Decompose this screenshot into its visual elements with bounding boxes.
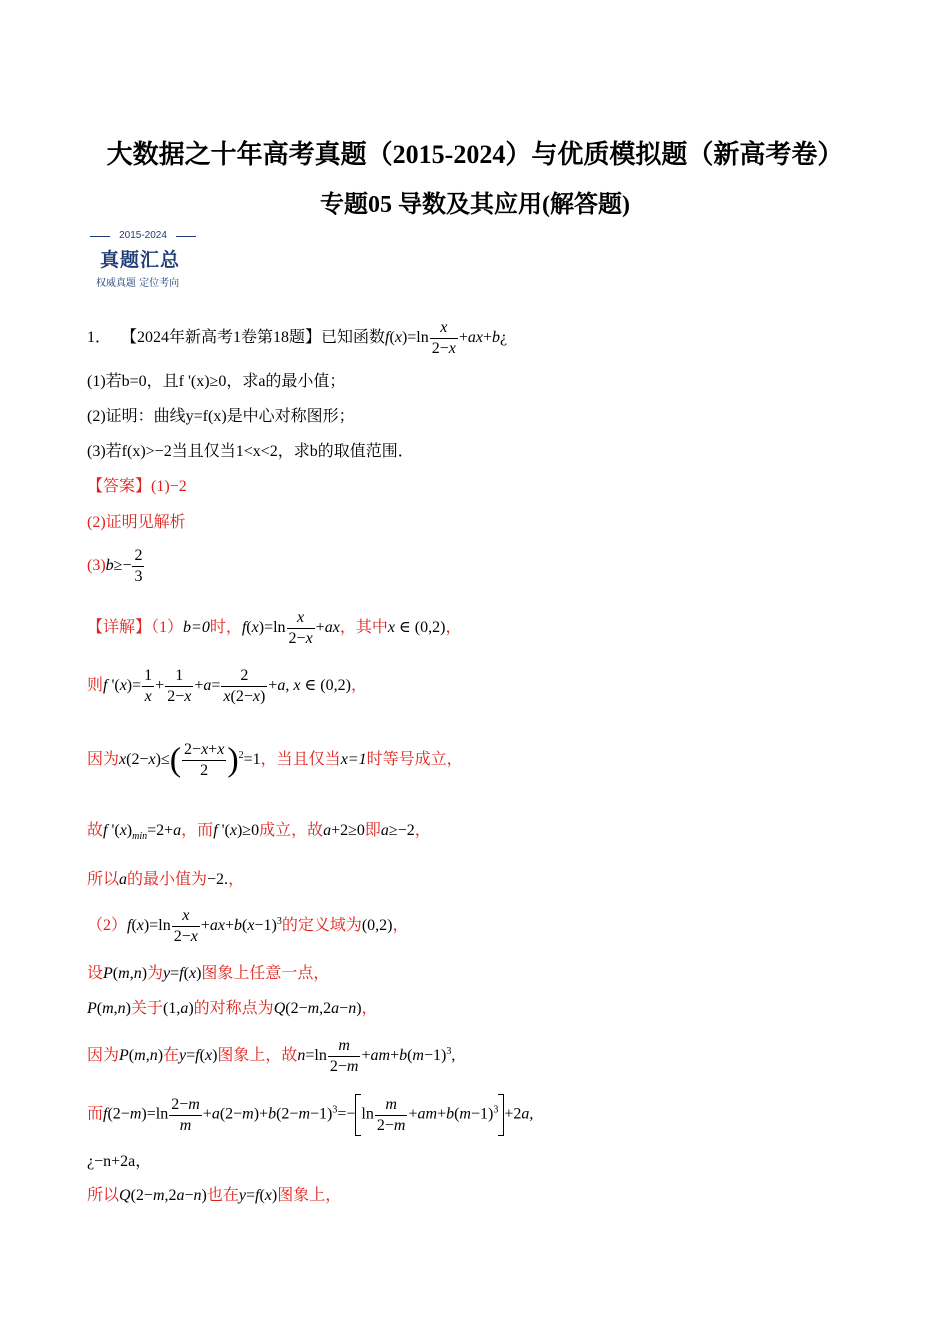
detail-line-8: P(m,n)关于(1,a)的对称点为Q(2−m,2a−n)， — [87, 1000, 378, 1017]
detail-line-11: ¿−n+2a， — [87, 1153, 152, 1170]
question-source: 【2024年新高考1卷第18题】 — [121, 329, 322, 347]
detail-line-1: 【详解】（1）b=0时，f(x)=ln $\frac{x}{2-x}$ +ax，其中x ∈ (0,2)， — [87, 609, 462, 647]
question-part-2: (2)证明：曲线y=f(x)是中心对称图形； — [87, 408, 355, 425]
detail-line-9: 因为P(m,n)在y=f(x)图象上，故n=ln $\frac{m}{2-m}$ $+am+b(m-1)^3$, — [87, 1037, 456, 1075]
answer-line-2: (2)证明见解析 — [87, 514, 186, 531]
document-title: 大数据之十年高考真题（2015-2024）与优质模拟题（新高考卷） — [106, 140, 844, 169]
detail-line-10: 而f(2−m)=ln $\frac{2-m}{m}$ $+a(2-m)+b(2-m-1)^3=- \ln$ $\frac{m}{2-m}$ $+am+b(m-1)^3 +2a$, — [87, 1094, 533, 1136]
detail-line-12: 所以Q(2−m,2a−n)也在y=f(x)图象上， — [87, 1187, 342, 1204]
detail-line-5: 所以a的最小值为−2.， — [87, 871, 245, 888]
badge-years: 2015-2024 — [88, 230, 198, 241]
detail-line-7: 设P(m,n)为y=f(x)图象上任意一点， — [87, 965, 330, 982]
detail-line-2: 则f '(x)= $\frac{1}{x}$ + $\frac{1}{2-x}$ +a= $\frac{2}{x(2-x)}$ +a, x ∈ (0,2)， — [87, 667, 367, 705]
detail-line-4: 故f '$(x)_{min}=2+a$，而f '(x)≥0成立，故a+2≥0即a≥−2， — [87, 822, 431, 843]
detail-label: 【详解】 — [87, 619, 152, 637]
badge-main: 真题汇总 — [100, 249, 181, 271]
question-part-1: (1)若b=0，且f '(x)≥0，求a的最小值； — [87, 373, 346, 390]
question-number: 1． — [87, 329, 112, 347]
section-badge — [88, 228, 198, 292]
answer-line-1: 【答案】(1)−2 — [87, 478, 187, 495]
detail-line-6: （2）f(x)=ln $\frac{x}{2-x}$ $+ax+b(x-1)^3$的定义域为(0,2)， — [87, 907, 409, 945]
answer-label: 【答案】 — [87, 478, 152, 495]
answer-line-3: (3)b≥− $\frac{2}{3}$ — [87, 547, 143, 585]
question-part-3: (3)若f(x)>−2当且仅当1<x<2，求b的取值范围． — [87, 443, 414, 460]
question-stem: 1． 【2024年新高考1卷第18题】已知函数f(x)=ln $\frac{x}{2-x}$ +ax+b¿ — [87, 319, 508, 357]
badge-sub: 权威真题 定位考向 — [96, 278, 180, 289]
document-subtitle: 专题05 导数及其应用(解答题) — [320, 192, 630, 218]
detail-line-3: 因为x(2−x)≤( $\frac{2-x+x}{2}$ )$^2$=1，当且仅当x=1时等号成立， — [87, 741, 463, 779]
